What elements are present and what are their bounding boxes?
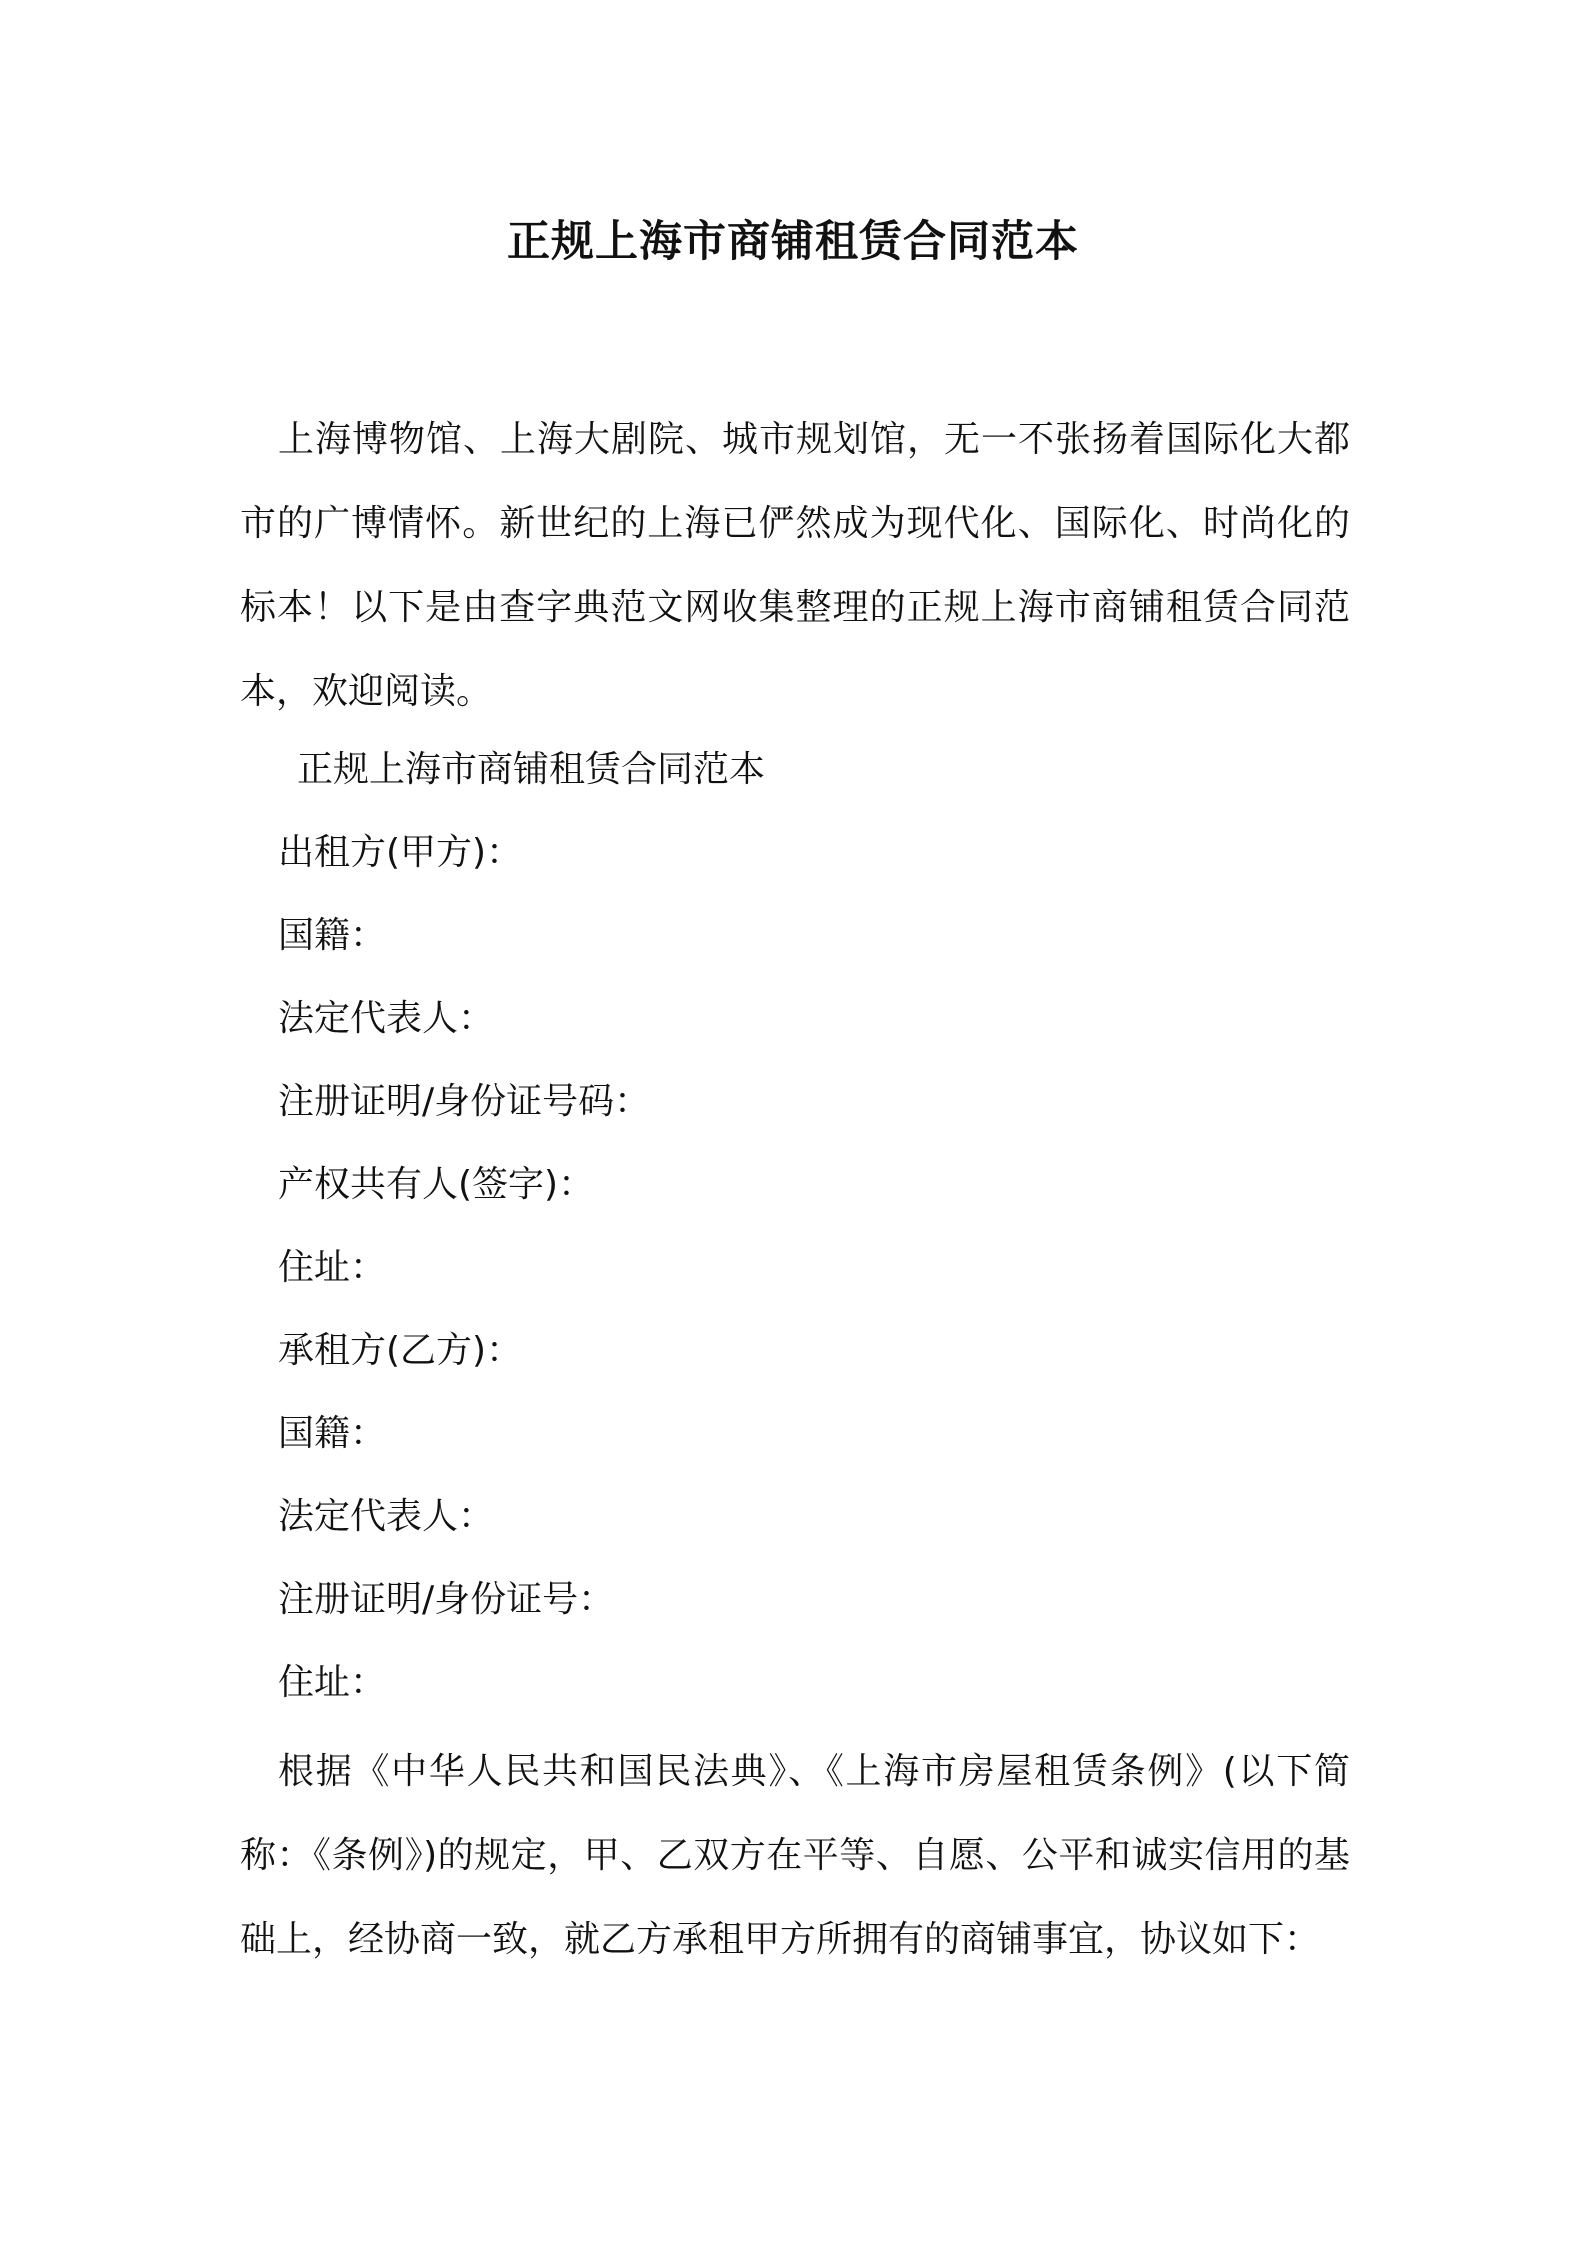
contract-subtitle: 正规上海市商铺租赁合同范本 [297,749,766,790]
lessor-co-owner: 产权共有人(签字)： [278,1164,595,1205]
lessee-heading: 承租方(乙方)： [278,1330,523,1371]
lessee-address: 住址： [278,1662,387,1703]
closing-paragraph: 根据《中华人民共和国民法典》、《上海市房屋租赁条例》(以下简称：《条例》)的规定，甲、乙双方在平等、自愿、公平和诚实信用的基础上，经协商一致，就乙方承租甲方所拥有的商铺事宜，协议如下： [240,1751,1350,1960]
lessee-legal-rep: 法定代表人： [278,1496,495,1537]
lessor-heading: 出租方(甲方)： [278,832,523,873]
lessor-legal-rep: 法定代表人： [278,998,495,1039]
lessee-reg-id: 注册证明/身份证号： [278,1579,615,1620]
lessor-address: 住址： [278,1247,387,1288]
intro-paragraph: 上海博物馆、上海大剧院、城市规划馆，无一不张扬着国际化大都市的广博情怀。新世纪的上海已俨然成为现代化、国际化、时尚化的标本！以下是由查字典范文网收集整理的正规上海市商铺租赁合同范本，欢迎阅读。 [240,419,1350,712]
document-title: 正规上海市商铺租赁合同范本 [507,217,1079,267]
lessor-nationality: 国籍： [278,915,387,956]
lessee-nationality: 国籍： [278,1413,387,1454]
lessor-reg-id: 注册证明/身份证号码： [278,1081,651,1122]
